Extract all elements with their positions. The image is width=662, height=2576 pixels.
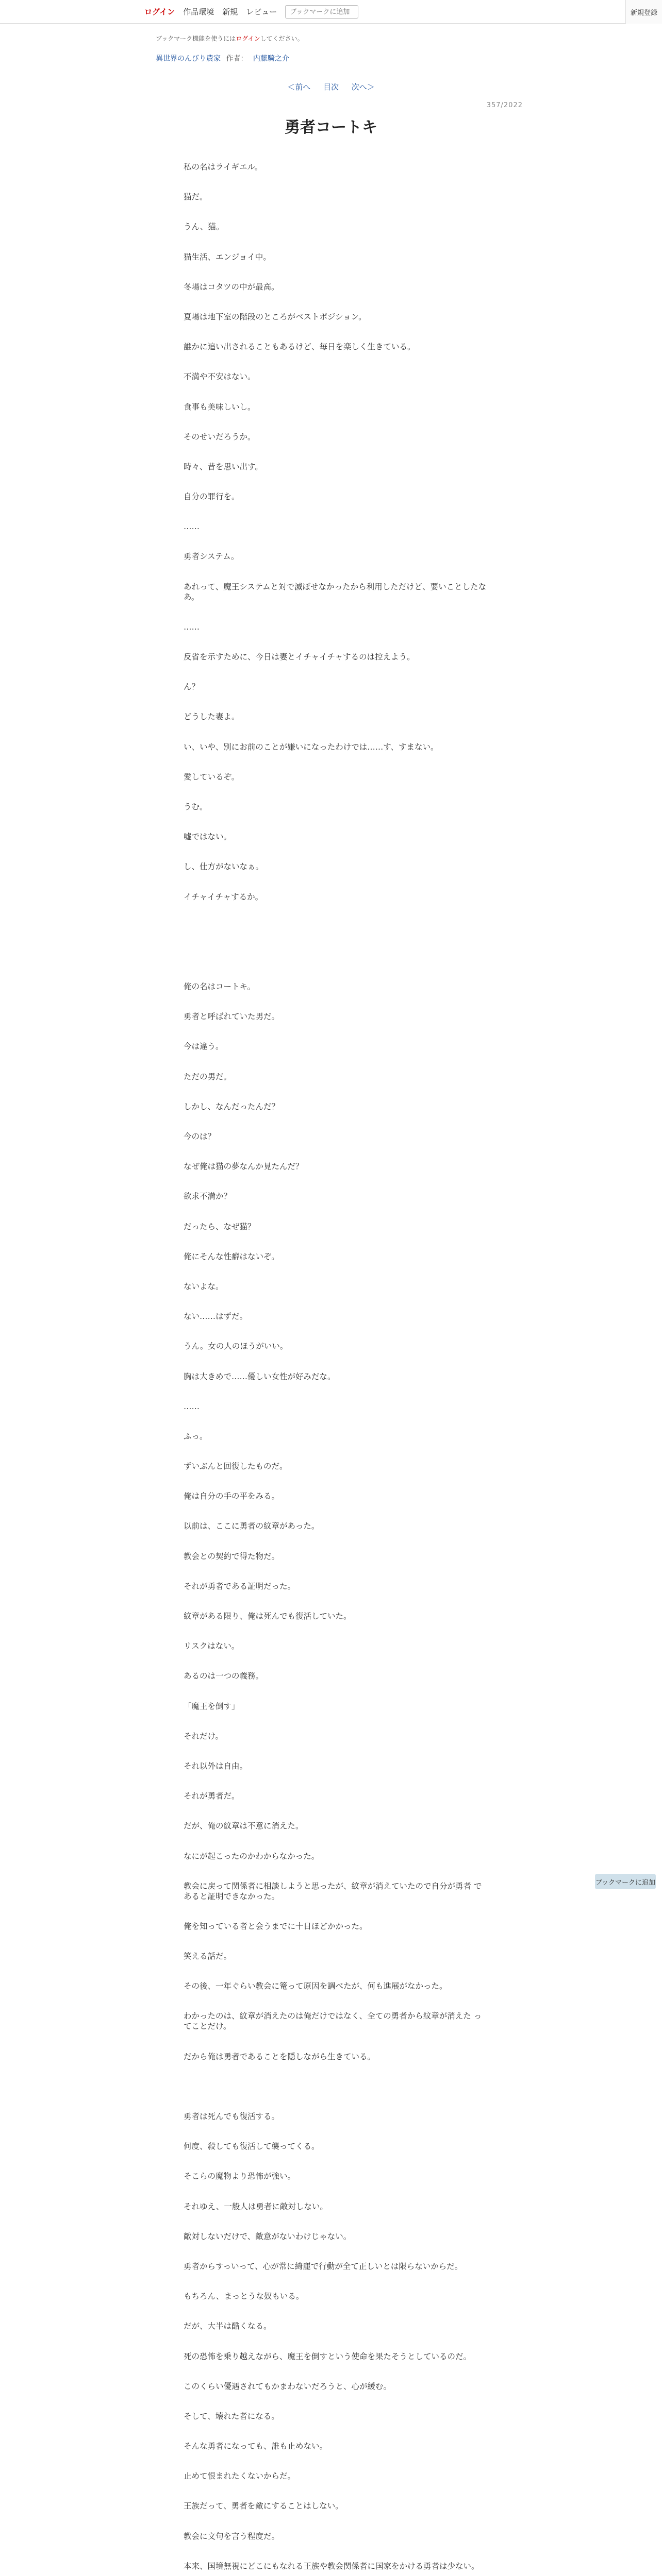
paragraph: それが勇者である証明だった。 (184, 1581, 296, 1591)
paragraph: 本来、国境無視にどこにもなれる王族や教会関係者に国家をかける勇者は少ない。 (184, 2561, 479, 2571)
paragraph: 以前は、ここに勇者の紋章があった。 (184, 1521, 320, 1531)
paragraph: 自分の罪行を。 (184, 492, 240, 502)
paragraph: その後、一年ぐらい教会に篭って原因を調べたが、何も進展がなかった。 (184, 1981, 448, 1991)
paragraph: い、いや、別にお前のことが嫌いになったわけでは……す、すまない。 (184, 742, 439, 752)
paragraph: 胸は大きめで……優しい女性が好みだな。 (184, 1371, 336, 1381)
paragraph: 敵対しないだけで、敵意がないわけじゃない。 (184, 2231, 352, 2241)
next-link[interactable]: 次へ＞ (351, 82, 375, 92)
paragraph: ずいぶんと回復したものだ。 (184, 1462, 288, 1471)
paragraph: 「魔王を倒す」 (184, 1701, 240, 1711)
paragraph: どうした妻よ。 (184, 712, 240, 722)
author-link[interactable]: 内藤騎之介 (253, 55, 289, 63)
paragraph: うん、猫。 (184, 222, 224, 232)
paragraph: 猫生活、エンジョイ中。 (184, 252, 271, 262)
register-button[interactable]: 新規登録 (625, 0, 662, 24)
paragraph: リスクはない。 (184, 1641, 240, 1651)
paragraph: うむ。 (184, 802, 208, 811)
paragraph: …… (184, 622, 200, 632)
paragraph: 勇者は死んでも復活する。 (184, 2112, 280, 2121)
top-nav (0, 0, 662, 24)
paragraph (184, 922, 488, 932)
paragraph: だから俺は勇者であることを隠しながら生きている。 (184, 2052, 376, 2061)
paragraph: 今のは？ (184, 1132, 216, 1141)
paragraph: ない……はずだ。 (184, 1312, 248, 1321)
paragraph: だが、俺の紋章は不意に消えた。 (184, 1821, 304, 1831)
paragraph (184, 952, 488, 962)
paragraph: 教会に戻って関係者に相談しようと思ったが、紋章が消えていたので自分が勇者 であると証明できなかった。 (184, 1881, 482, 1901)
paragraph: そして、壊れた者になる。 (184, 2411, 279, 2421)
paragraph: 王族だって、勇者を敵にすることはしない。 (184, 2501, 343, 2511)
bookmark-button[interactable]: ブックマークに追加 (595, 1874, 656, 1889)
paragraph: し、仕方がないなぁ。 (184, 862, 264, 872)
toc-link[interactable]: 目次 (323, 82, 339, 92)
paragraph: 教会に文句を言う程度だ。 (184, 2531, 280, 2541)
paragraph: イチャイチャするか。 (184, 892, 263, 902)
chapter-pager (0, 81, 662, 92)
paragraph: このくらい優遇されてもかまわないだろうと、心が緩む。 (184, 2381, 392, 2391)
paragraph: 勇者システム。 (184, 552, 239, 562)
chapter-body (184, 162, 488, 2576)
paragraph: しかし、なんだったんだ？ (184, 1101, 280, 1111)
paragraph: 俺を知っている者と会うまでに十日ほどかかった。 (184, 1921, 368, 1931)
paragraph: 俺は自分の手の平をみる。 (184, 1492, 280, 1501)
paragraph: …… (184, 1401, 200, 1411)
paragraph: もちろん、まっとうな奴もいる。 (184, 2292, 304, 2301)
paragraph: 俺の名はコートキ。 (184, 982, 255, 992)
paragraph: うん。女の人のほうがいい。 (184, 1342, 288, 1351)
nav-link-0[interactable]: 作品環境 (183, 7, 214, 16)
author-label: 作者： (226, 55, 248, 63)
paragraph: 死の恐怖を乗り越えながら、魔王を倒すという使命を果たそうとしているのだ。 (184, 2351, 472, 2361)
paragraph: だが、大半は酷くなる。 (184, 2321, 272, 2331)
paragraph (184, 2081, 488, 2092)
paragraph: 今は違う。 (184, 1042, 224, 1052)
notice-login-link[interactable]: ログイン (236, 35, 260, 42)
paragraph: 止めて恨まれたくないからだ。 (184, 2471, 296, 2481)
paragraph: 勇者からすっいって、心が常に綺麗で行動が全て正しいとは限らないからだ。 (184, 2261, 463, 2271)
paragraph: そんな勇者になっても、誰も止めない。 (184, 2442, 328, 2451)
paragraph: そこらの魔物より恐怖が強い。 (184, 2172, 296, 2181)
paragraph: それが勇者だ。 (184, 1791, 240, 1801)
paragraph: だったら、なぜ猫？ (184, 1222, 256, 1231)
paragraph: それだけ。 (184, 1731, 223, 1741)
paragraph: 時々、昔を思い出す。 (184, 462, 263, 471)
paragraph: 誰かに追い出されることもあるけど、毎日を楽しく生きている。 (184, 342, 416, 352)
login-notice (156, 34, 304, 43)
paragraph: 愛しているぞ。 (184, 772, 240, 782)
paragraph: なぜ俺は猫の夢なんか見たんだ？ (184, 1162, 304, 1172)
paragraph: 紋章がある限り、俺は死んでも復活していた。 (184, 1612, 352, 1621)
paragraph: あれって、魔王システムと対で滅ぼせなかったから利用しただけど、要いことしたな あ。 (184, 582, 487, 602)
paragraph: 勇者と呼ばれていた男だ。 (184, 1012, 280, 1022)
notice-suffix: してください。 (260, 35, 304, 42)
bookmark-search-input[interactable] (285, 5, 358, 19)
notice-prefix: ブックマーク機能を使うには (156, 35, 236, 42)
paragraph: あるのは一つの義務。 (184, 1671, 264, 1681)
paragraph: ん？ (184, 682, 200, 692)
page-number: 357/2022 (486, 101, 523, 109)
paragraph: 何度、殺しても復活して襲ってくる。 (184, 2142, 320, 2151)
nav-link-1[interactable]: 新規 (222, 7, 238, 16)
paragraph: そのせいだろうか。 (184, 432, 256, 442)
paragraph: なにが起こったのかわからなかった。 (184, 1851, 320, 1861)
paragraph: それ以外は自由。 (184, 1761, 248, 1771)
paragraph: 私の名はライギエル。 (184, 162, 263, 172)
paragraph: ふっ。 (184, 1431, 208, 1441)
paragraph: 猫だ。 (184, 192, 208, 202)
breadcrumb (156, 53, 289, 63)
prev-link[interactable]: ＜前へ (287, 82, 311, 92)
paragraph: 冬場はコタツの中が最高。 (184, 282, 279, 292)
paragraph: わかったのは、紋章が消えたのは俺だけではなく、全ての勇者から紋章が消えた ってことだけ。 (184, 2011, 482, 2031)
paragraph: 欲求不満か？ (184, 1192, 232, 1201)
paragraph: ないよな。 (184, 1281, 224, 1291)
paragraph: 食事も美味しいし。 (184, 402, 256, 412)
paragraph: …… (184, 522, 200, 532)
login-link[interactable]: ログイン (144, 7, 175, 16)
paragraph: それゆえ、一般人は勇者に敵対しない。 (184, 2201, 328, 2211)
paragraph: 笑える話だ。 (184, 1952, 232, 1961)
paragraph: ただの男だ。 (184, 1072, 232, 1081)
paragraph: 俺にそんな性癖はないぞ。 (184, 1251, 279, 1261)
chapter-title: 勇者コートキ (285, 118, 377, 137)
paragraph: 反省を示すために、今日は妻とイチャイチャするのは控えよう。 (184, 652, 415, 662)
series-link[interactable]: 異世界のんびり農家 (156, 55, 221, 63)
paragraph: 夏場は地下室の階段のところがベストポジション。 (184, 312, 367, 321)
paragraph: 教会との契約で得た物だ。 (184, 1551, 280, 1561)
paragraph: 嘘ではない。 (184, 832, 232, 842)
paragraph: 不満や不安はない。 (184, 372, 256, 382)
nav-link-2[interactable]: レビュー (246, 7, 277, 16)
